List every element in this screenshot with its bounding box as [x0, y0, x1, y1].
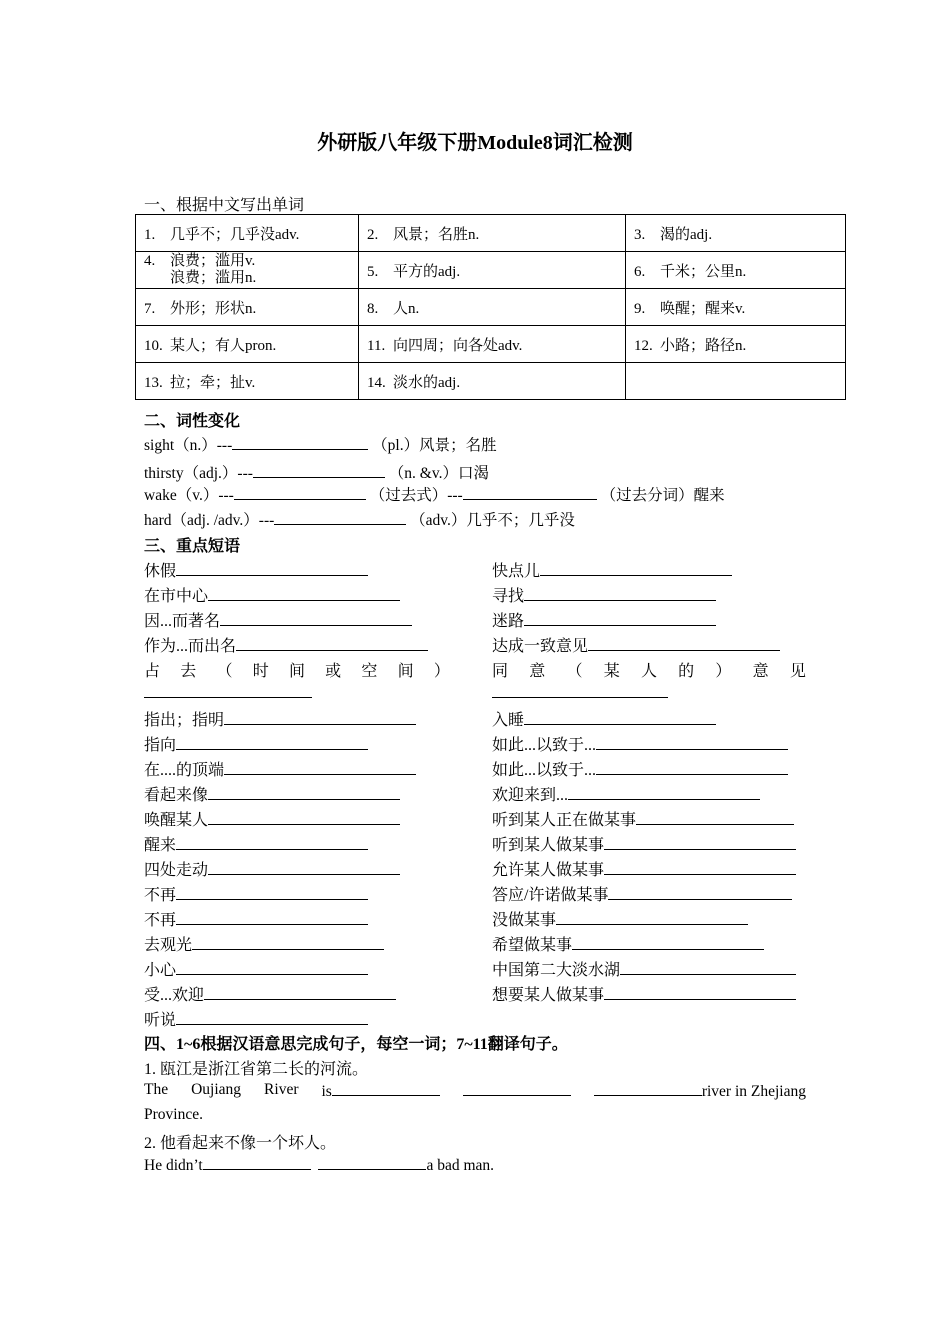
item-text: 风景；名胜n. [393, 226, 480, 243]
phrase-char: 同 [492, 663, 509, 680]
item-text: 小路；路径n. [660, 337, 747, 354]
phrase-text: 听说 [144, 1012, 177, 1029]
item-text: 外形；形状n. [170, 300, 257, 317]
phrase-char: 间 [288, 663, 305, 680]
item-number: 1. [144, 226, 156, 243]
answer-blank[interactable] [224, 760, 416, 775]
phrase-item [492, 583, 716, 606]
phrase-char: 意 [529, 663, 546, 680]
line-text: （adv.）几乎不；几乎没 [410, 512, 575, 529]
phrase-char: （ [216, 663, 233, 680]
section1-heading: 一、根据中文写出单词 [144, 197, 305, 214]
answer-blank[interactable] [492, 683, 668, 698]
phrase-text: 看起来像 [144, 787, 209, 804]
phrase-item [144, 757, 416, 780]
answer-blank[interactable] [274, 510, 406, 525]
answer-blank[interactable] [524, 611, 716, 626]
table-cell [626, 363, 846, 400]
page-title: 外研版八年级下册Module8词汇检测 [317, 132, 633, 154]
phrase-text: 听到某人正在做某事 [492, 812, 637, 829]
line-text: wake（v.）--- [144, 487, 234, 504]
item-number: 12. [634, 337, 653, 354]
phrase-text: 如此...以致于... [492, 737, 597, 754]
phrase-char: 意 [752, 663, 769, 680]
section3-heading: 三、重点短语 [144, 538, 241, 555]
phrase-blank-line [492, 683, 668, 703]
phrase-item [144, 608, 412, 631]
line-text: （n. &v.）口渴 [388, 465, 489, 482]
phrase-item [144, 583, 400, 606]
answer-blank[interactable] [176, 885, 368, 900]
answer-blank[interactable] [204, 985, 396, 1000]
line-text: （过去式）--- [369, 487, 463, 504]
answer-blank[interactable] [208, 810, 400, 825]
phrase-item [492, 857, 796, 880]
line-text: hard（adj. /adv.）--- [144, 512, 275, 529]
phrase-item [492, 707, 716, 730]
item-text: 浪费；滥用v. [170, 253, 256, 269]
phrase-text: 听到某人做某事 [492, 837, 605, 854]
phrase-item [144, 982, 396, 1005]
item-text: 向四周；向各处adv. [393, 337, 523, 354]
sentence-text: a bad man. [426, 1157, 495, 1174]
phrase-item [492, 882, 792, 905]
answer-blank[interactable] [232, 435, 368, 450]
vocab-table [135, 214, 846, 400]
answer-blank[interactable] [604, 860, 796, 875]
table-cell [136, 252, 359, 289]
item-text: 几乎不；几乎没adv. [170, 226, 300, 243]
item-text: 淡水的adj. [393, 374, 461, 391]
answer-blank[interactable] [176, 735, 368, 750]
table-row [136, 326, 846, 363]
phrase-item [144, 633, 428, 656]
question-1-tail: Province. [144, 1106, 203, 1123]
word-form-line [144, 508, 575, 530]
table-cell [359, 252, 626, 289]
answer-blank[interactable] [176, 561, 368, 576]
sentence-text: river in Zhejiang [701, 1083, 806, 1100]
word-form-line [144, 433, 497, 455]
phrase-item [144, 957, 368, 980]
answer-blank[interactable] [234, 485, 366, 500]
phrase-text: 醒来 [144, 837, 177, 854]
phrase-text: 四处走动 [144, 862, 209, 879]
answer-blank[interactable] [556, 910, 748, 925]
item-text: 千米；公里n. [660, 263, 747, 280]
answer-blank[interactable] [144, 683, 312, 698]
phrase-text: 受...欢迎 [144, 987, 205, 1004]
sentence-text: He didn’t [144, 1157, 203, 1174]
phrase-text: 在....的顶端 [144, 762, 225, 779]
answer-blank[interactable] [524, 586, 716, 601]
phrase-item [144, 807, 400, 830]
section2-heading: 二、词性变化 [144, 413, 241, 430]
phrase-char: 见 [789, 663, 806, 680]
phrase-text: 快点儿 [492, 563, 541, 580]
table-cell [626, 215, 846, 252]
sentence-word: River [264, 1081, 299, 1098]
answer-blank[interactable] [588, 636, 780, 651]
phrase-item [144, 732, 368, 755]
phrase-item [144, 857, 400, 880]
item-number: 10. [144, 337, 163, 354]
phrase-char: ） [715, 663, 732, 680]
phrase-text: 答应/许诺做某事 [492, 887, 609, 904]
phrase-text: 迷路 [492, 613, 525, 630]
phrase-item [492, 932, 764, 955]
phrase-text: 寻找 [492, 588, 525, 605]
item-number: 5. [367, 263, 379, 280]
answer-blank[interactable] [463, 485, 597, 500]
phrase-char: 人 [640, 663, 657, 680]
sentence-word: Oujiang [191, 1081, 242, 1098]
phrase-item [144, 932, 384, 955]
line-text: sight（n.）--- [144, 437, 233, 454]
answer-blank[interactable] [176, 1010, 368, 1025]
phrase-item [492, 608, 716, 631]
item-number: 13. [144, 374, 163, 391]
answer-blank[interactable] [203, 1155, 311, 1170]
item-number: 6. [634, 263, 646, 280]
answer-blank[interactable] [192, 935, 384, 950]
answer-blank[interactable] [224, 710, 416, 725]
item-text-2: 浪费；滥用n. [170, 270, 257, 286]
item-number: 7. [144, 300, 156, 317]
answer-blank[interactable] [208, 586, 400, 601]
phrase-char: 或 [325, 663, 342, 680]
phrase-text: 欢迎来到... [492, 787, 569, 804]
phrase-text: 想要某人做某事 [492, 987, 605, 1004]
phrase-char: 间 [397, 663, 414, 680]
table-row [136, 252, 846, 289]
answer-blank[interactable] [604, 985, 796, 1000]
line-text: （pl.）风景；名胜 [372, 437, 497, 454]
phrase-item [144, 907, 368, 930]
answer-blank[interactable] [176, 960, 368, 975]
phrase-char: 时 [252, 663, 269, 680]
phrase-char: 的 [678, 663, 695, 680]
sentence-word: The [144, 1081, 169, 1098]
item-text: 某人；有人pron. [170, 337, 277, 354]
answer-blank[interactable] [208, 860, 400, 875]
table-cell [359, 289, 626, 326]
item-text: 拉；牵；扯v. [170, 374, 256, 391]
phrase-item [492, 832, 796, 855]
item-text: 唤醒；醒来v. [660, 300, 746, 317]
item-number: 14. [367, 374, 386, 391]
table-cell [626, 326, 846, 363]
phrase-item [492, 732, 788, 755]
phrase-item-justified [144, 658, 450, 681]
phrase-item [492, 633, 780, 656]
answer-blank[interactable] [596, 760, 788, 775]
phrase-text: 希望做某事 [492, 937, 573, 954]
phrase-text: 入睡 [492, 712, 525, 729]
item-number: 8. [367, 300, 379, 317]
question-2-prompt: 2. 他看起来不像一个坏人。 [144, 1135, 337, 1152]
phrase-text: 因...而著名 [144, 613, 221, 630]
line-text: （过去分词）醒来 [600, 487, 725, 504]
answer-blank[interactable] [524, 710, 716, 725]
phrase-text: 作为...而出名 [144, 638, 237, 655]
phrase-text: 不再 [144, 887, 177, 904]
answer-blank[interactable] [176, 910, 368, 925]
table-cell [626, 289, 846, 326]
item-text: 渴的adj. [660, 226, 713, 243]
phrase-item [492, 807, 794, 830]
phrase-item [492, 957, 796, 980]
sentence-word: is [321, 1083, 332, 1100]
phrase-item [492, 982, 796, 1005]
phrase-text: 允许某人做某事 [492, 862, 605, 879]
table-cell [136, 363, 359, 400]
answer-blank[interactable] [608, 885, 792, 900]
answer-blank[interactable] [540, 561, 732, 576]
phrase-text: 达成一致意见 [492, 638, 589, 655]
answer-blank[interactable] [572, 935, 764, 950]
item-number: 9. [634, 300, 646, 317]
question-1-line [144, 1081, 806, 1101]
phrase-item [144, 1007, 368, 1030]
answer-blank[interactable] [208, 785, 400, 800]
table-cell [626, 252, 846, 289]
phrase-item [144, 882, 368, 905]
table-cell [359, 326, 626, 363]
phrase-text: 在市中心 [144, 588, 209, 605]
phrase-char: 某 [603, 663, 620, 680]
table-row [136, 289, 846, 326]
phrase-text: 指向 [144, 737, 177, 754]
table-row [136, 215, 846, 252]
phrase-item [144, 832, 368, 855]
item-text: 平方的adj. [393, 263, 461, 280]
answer-blank[interactable] [220, 611, 412, 626]
answer-blank[interactable] [463, 1081, 571, 1096]
answer-blank[interactable] [568, 785, 760, 800]
word-form-line [144, 461, 489, 483]
phrase-text: 休假 [144, 563, 177, 580]
item-text: 人n. [393, 300, 420, 317]
phrase-blank-line [144, 683, 312, 703]
phrase-text: 去观光 [144, 937, 193, 954]
question-1-prompt: 1. 瓯江是浙江省第二长的河流。 [144, 1061, 369, 1078]
phrase-text: 唤醒某人 [144, 812, 209, 829]
phrase-item [144, 782, 400, 805]
table-cell [136, 289, 359, 326]
item-number: 3. [634, 226, 646, 243]
phrase-text: 不再 [144, 912, 177, 929]
answer-blank[interactable] [620, 960, 796, 975]
phrase-item [492, 757, 788, 780]
table-row [136, 363, 846, 400]
phrase-item [144, 558, 368, 581]
answer-blank[interactable] [253, 463, 385, 478]
table-cell [359, 363, 626, 400]
phrase-text: 指出；指明 [144, 712, 225, 729]
phrase-char: 去 [180, 663, 197, 680]
phrase-text: 小心 [144, 962, 177, 979]
answer-blank[interactable] [176, 835, 368, 850]
table-cell [136, 326, 359, 363]
phrase-item-justified [492, 658, 806, 681]
phrase-text: 中国第二大淡水湖 [492, 962, 621, 979]
phrase-item [492, 558, 732, 581]
phrase-char: 空 [361, 663, 378, 680]
phrase-item [492, 782, 760, 805]
answer-blank[interactable] [596, 735, 788, 750]
line-text: thirsty（adj.）--- [144, 465, 253, 482]
word-form-line [144, 483, 725, 505]
phrase-text: 如此...以致于... [492, 762, 597, 779]
phrase-char: 占 [144, 663, 161, 680]
answer-blank[interactable] [318, 1155, 426, 1170]
answer-blank[interactable] [604, 835, 796, 850]
answer-blank[interactable] [332, 1081, 440, 1096]
answer-blank[interactable] [636, 810, 794, 825]
table-cell [359, 215, 626, 252]
phrase-item [492, 907, 748, 930]
item-number: 11. [367, 337, 386, 354]
section4-heading: 四、1~6根据汉语意思完成句子，每空一词；7~11翻译句子。 [144, 1036, 568, 1053]
phrase-item [144, 707, 416, 730]
question-2-line [144, 1155, 494, 1175]
item-number: 2. [367, 226, 379, 243]
answer-blank[interactable] [594, 1081, 702, 1096]
phrase-char: （ [566, 663, 583, 680]
item-number: 4. [144, 253, 156, 269]
answer-blank[interactable] [236, 636, 428, 651]
phrase-text: 没做某事 [492, 912, 557, 929]
table-cell [136, 215, 359, 252]
phrase-char: ） [433, 663, 450, 680]
